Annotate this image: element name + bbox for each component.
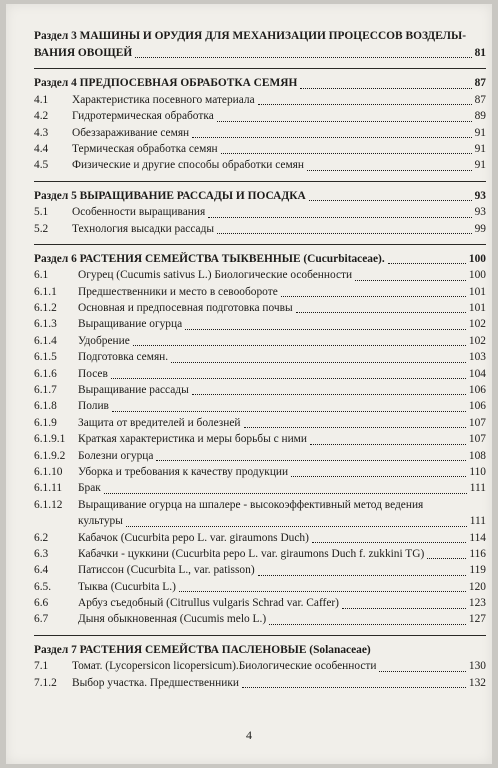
leader-dots — [281, 296, 466, 297]
page-number: 4 — [246, 728, 252, 742]
leader-dots — [217, 121, 472, 122]
entry-number: 6.1.9.2 — [34, 449, 66, 462]
section-4 — [34, 75, 486, 173]
page-ref: 91 — [474, 126, 486, 139]
entry-title: Кабачки - цуккини (Cucurbita pepo L. var. giraumons Duch f. zukkini TG) — [78, 547, 425, 560]
entry-title: Защита от вредителей и болезней — [78, 416, 241, 429]
page-ref: 93 — [474, 189, 486, 202]
entry-title: Выращивание огурца — [78, 318, 183, 331]
section-heading: Раздел 5 ВЫРАЩИВАНИЕ РАССАДЫ И ПОСАДКА — [34, 189, 306, 202]
page-ref: 111 — [469, 515, 486, 528]
page-ref: 106 — [468, 384, 486, 397]
page-ref: 101 — [468, 302, 486, 315]
leader-dots — [310, 444, 466, 445]
page-ref: 110 — [469, 465, 486, 478]
section-heading-row — [34, 45, 486, 61]
entry-title: Выбор участка. Предшественники — [72, 676, 239, 689]
entry-title: Обеззараживание семян — [72, 126, 190, 139]
page-ref: 100 — [468, 252, 486, 265]
leader-dots — [192, 137, 471, 138]
entry-number: 6.4 — [34, 564, 49, 577]
toc-entry — [34, 415, 486, 431]
toc-entry — [34, 398, 486, 414]
page-ref: 89 — [474, 110, 486, 123]
entry-number: 4.4 — [34, 142, 49, 155]
page-ref: 93 — [474, 206, 486, 219]
entry-number: 6.6 — [34, 597, 49, 610]
toc-entry — [34, 546, 486, 562]
leader-dots — [192, 394, 466, 395]
page-ref: 91 — [474, 142, 486, 155]
page-ref: 123 — [468, 597, 486, 610]
entry-number: 6.1.2 — [34, 302, 57, 315]
leader-dots — [112, 411, 466, 412]
entry-number: 6.1.5 — [34, 351, 57, 364]
entry-title: Арбуз съедобный (Citrullus vulgaris Schrad var. Caffer) — [78, 597, 339, 610]
toc-entry — [34, 530, 486, 546]
page-ref: 99 — [474, 222, 486, 235]
section-heading-row — [34, 75, 486, 91]
entry-title: Особенности выращивания — [72, 206, 206, 219]
section-5 — [34, 188, 486, 237]
page-ref: 81 — [474, 46, 486, 59]
entry-number: 5.1 — [34, 206, 49, 219]
leader-dots — [133, 345, 466, 346]
divider — [34, 68, 486, 69]
page-ref: 91 — [474, 159, 486, 172]
section-heading-cont: ВАНИЯ ОВОЩЕЙ — [34, 46, 133, 59]
leader-dots — [217, 233, 472, 234]
page-ref: 108 — [468, 449, 486, 462]
entry-number: 6.1.9.1 — [34, 433, 66, 446]
entry-number: 6.1.3 — [34, 318, 57, 331]
entry-title: Огурец (Cucumis sativus L.) Биологические особенности — [78, 269, 353, 282]
leader-dots — [312, 542, 466, 543]
entry-number: 6.1.12 — [34, 498, 63, 511]
entry-title: Тыква (Cucurbita L.) — [78, 580, 176, 593]
page-ref: 120 — [468, 580, 486, 593]
entry-title: Дыня обыкновенная (Cucumis melo L.) — [78, 613, 267, 626]
entry-number: 6.5. — [34, 580, 52, 593]
entry-title: Томат. (Lycopersicon licopersicum).Биологические особенности — [72, 660, 377, 673]
entry-number: 6.1 — [34, 269, 49, 282]
leader-dots — [427, 558, 466, 559]
toc-entry — [34, 316, 486, 332]
toc-entry — [34, 333, 486, 349]
book-page — [6, 4, 492, 764]
entry-title: Технология высадки рассады — [72, 222, 215, 235]
section-3 — [34, 28, 486, 61]
leader-dots — [185, 329, 466, 330]
leader-dots — [171, 362, 466, 363]
leader-dots — [269, 624, 466, 625]
entry-number: 4.5 — [34, 159, 49, 172]
entry-number: 6.3 — [34, 547, 49, 560]
entry-number: 6.1.10 — [34, 465, 63, 478]
entry-title: Термическая обработка семян — [72, 142, 218, 155]
leader-dots — [309, 200, 472, 201]
entry-number: 7.1.2 — [34, 676, 57, 689]
leader-dots — [300, 88, 471, 89]
toc-entry — [34, 464, 486, 480]
toc-entry — [34, 125, 486, 141]
page-ref: 104 — [468, 367, 486, 380]
entry-title: Болезни огурца — [78, 449, 154, 462]
page-ref: 127 — [468, 613, 486, 626]
page-ref: 116 — [469, 547, 486, 560]
entry-number: 4.2 — [34, 110, 49, 123]
section-heading-row — [34, 642, 486, 658]
toc-entry — [34, 448, 486, 464]
entry-title: Брак — [78, 482, 101, 495]
entry-number: 6.1.6 — [34, 367, 57, 380]
section-heading: Раздел 6 РАСТЕНИЯ СЕМЕЙСТВА ТЫКВЕННЫЕ (Cucurbitaceae). — [34, 252, 385, 265]
divider — [34, 181, 486, 182]
leader-dots — [291, 476, 466, 477]
entry-title: Удобрение — [78, 334, 130, 347]
page-ref: 103 — [468, 351, 486, 364]
divider — [34, 244, 486, 245]
leader-dots — [342, 608, 466, 609]
toc-entry — [34, 497, 486, 513]
entry-number: 6.1.4 — [34, 334, 57, 347]
section-heading-row — [34, 188, 486, 204]
toc-entry — [34, 108, 486, 124]
leader-dots — [111, 378, 466, 379]
toc-entry-continuation — [34, 513, 486, 529]
leader-dots — [208, 217, 471, 218]
toc-entry — [34, 300, 486, 316]
leader-dots — [179, 591, 466, 592]
leader-dots — [242, 687, 466, 688]
entry-title: Выращивание рассады — [78, 384, 189, 397]
leader-dots — [126, 526, 467, 527]
entry-title: Предшественники и место в севообороте — [78, 285, 278, 298]
leader-dots — [258, 104, 472, 105]
entry-title: Основная и предпосевная подготовка почвы — [78, 302, 293, 315]
toc-entry — [34, 382, 486, 398]
section-heading-row — [34, 251, 486, 267]
entry-number: 5.2 — [34, 222, 49, 235]
page-ref: 87 — [474, 77, 486, 90]
entry-number: 4.3 — [34, 126, 49, 139]
entry-title: Гидротермическая обработка — [72, 110, 214, 123]
entry-number: 6.1.1 — [34, 285, 57, 298]
toc-entry — [34, 612, 486, 628]
leader-dots — [379, 671, 465, 672]
toc-entry — [34, 267, 486, 283]
entry-number: 7.1 — [34, 660, 49, 673]
entry-number: 6.7 — [34, 613, 49, 626]
entry-title: Посев — [78, 367, 108, 380]
entry-number: 6.2 — [34, 531, 49, 544]
toc-entry — [34, 480, 486, 496]
page-ref: 107 — [468, 416, 486, 429]
entry-title: Патиссон (Cucurbita L., var. patisson) — [78, 564, 255, 577]
toc-entry — [34, 431, 486, 447]
entry-number: 6.1.8 — [34, 400, 57, 413]
toc-entry — [34, 284, 486, 300]
section-6 — [34, 251, 486, 628]
leader-dots — [104, 493, 467, 494]
page-ref: 106 — [468, 400, 486, 413]
page-ref: 102 — [468, 334, 486, 347]
leader-dots — [307, 170, 472, 171]
toc-entry — [34, 92, 486, 108]
leader-dots — [135, 57, 471, 58]
entry-title: Подготовка семян. — [78, 351, 169, 364]
page-ref: 87 — [474, 93, 486, 106]
page-ref: 100 — [468, 269, 486, 282]
leader-dots — [156, 460, 465, 461]
entry-title: Выращивание огурца на шпалере - высокоэффективный метод ведения — [78, 498, 424, 511]
leader-dots — [296, 312, 466, 313]
entry-title-cont: культуры — [78, 515, 123, 528]
toc-entry — [34, 157, 486, 173]
section-heading: Раздел 4 ПРЕДПОСЕВНАЯ ОБРАБОТКА СЕМЯН — [34, 77, 298, 90]
leader-dots — [244, 427, 466, 428]
page-ref: 119 — [469, 564, 486, 577]
leader-dots — [258, 575, 467, 576]
toc-entry — [34, 562, 486, 578]
entry-title: Физические и другие способы обработки семян — [72, 159, 305, 172]
section-heading: Раздел 3 МАШИНЫ И ОРУДИЯ ДЛЯ МЕХАНИЗАЦИИ ПРОЦЕССОВ ВОЗДЕЛЫ- — [34, 30, 467, 42]
toc-entry — [34, 349, 486, 365]
page-ref: 107 — [468, 433, 486, 446]
entry-number: 4.1 — [34, 93, 49, 106]
divider — [34, 635, 486, 636]
entry-title: Уборка и требования к качеству продукции — [78, 465, 289, 478]
entry-title: Краткая характеристика и меры борьбы с ними — [78, 433, 307, 446]
toc-entry — [34, 204, 486, 220]
toc-entry — [34, 595, 486, 611]
table-of-contents — [34, 28, 486, 691]
section-heading: Раздел 7 РАСТЕНИЯ СЕМЕЙСТВА ПАСЛЕНОВЫЕ (Solanaceae) — [34, 643, 371, 656]
page-ref: 130 — [468, 660, 486, 673]
entry-number: 6.1.9 — [34, 416, 57, 429]
page-ref: 111 — [469, 482, 486, 495]
leader-dots — [355, 280, 466, 281]
page-ref: 102 — [468, 318, 486, 331]
toc-entry — [34, 658, 486, 674]
page-ref: 114 — [469, 531, 486, 544]
entry-title: Полив — [78, 400, 109, 413]
page-ref: 101 — [468, 285, 486, 298]
section-7 — [34, 642, 486, 691]
leader-dots — [221, 153, 472, 154]
toc-entry — [34, 221, 486, 237]
page-ref: 132 — [468, 676, 486, 689]
toc-entry — [34, 366, 486, 382]
toc-entry — [34, 579, 486, 595]
leader-dots — [388, 263, 466, 264]
toc-entry — [34, 675, 486, 691]
entry-title: Кабачок (Cucurbita pepo L. var. giraumons Duch) — [78, 531, 309, 544]
entry-title: Характеристика посевного материала — [72, 93, 255, 106]
toc-entry — [34, 141, 486, 157]
entry-number: 6.1.11 — [34, 482, 63, 495]
entry-number: 6.1.7 — [34, 384, 57, 397]
